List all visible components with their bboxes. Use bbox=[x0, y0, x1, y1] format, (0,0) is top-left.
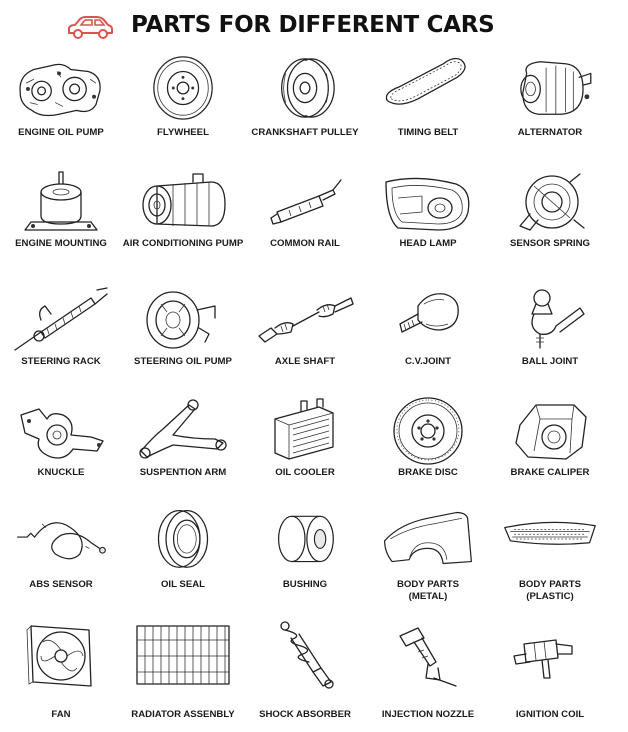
brake-disc-icon bbox=[378, 391, 478, 469]
part-label bbox=[0, 238, 122, 250]
part-label bbox=[0, 709, 122, 721]
part-label bbox=[244, 127, 366, 139]
part-label bbox=[244, 467, 366, 479]
part-name: OIL SEAL bbox=[160, 579, 206, 590]
part-name: RADIATOR ASSENBLY bbox=[131, 709, 235, 720]
cv-joint-icon bbox=[378, 282, 478, 356]
part-name: SHOCK ABSORBER bbox=[259, 709, 351, 720]
axle-shaft-icon bbox=[255, 282, 355, 356]
page-header bbox=[0, 0, 628, 56]
part-name: COMMON RAIL bbox=[270, 238, 340, 249]
part-name: BRAKE CALIPER bbox=[510, 467, 590, 478]
part-label bbox=[122, 127, 244, 139]
part-name: TIMING BELT bbox=[397, 127, 459, 138]
steering-rack-icon bbox=[11, 282, 111, 356]
part-label bbox=[367, 467, 489, 479]
crankshaft-pulley-icon bbox=[255, 54, 355, 122]
car-icon bbox=[66, 15, 114, 41]
part-name: STEERING RACK bbox=[21, 356, 101, 367]
engine-mounting-icon bbox=[11, 165, 111, 241]
part-name: ENGINE MOUNTING bbox=[15, 238, 107, 249]
part-label bbox=[122, 579, 244, 591]
timing-belt-icon bbox=[378, 54, 478, 122]
part-name: C.V.JOINT bbox=[404, 356, 452, 367]
part-name: CRANKSHAFT PULLEY bbox=[251, 127, 359, 138]
part-label bbox=[244, 238, 366, 250]
steering-oil-pump-icon bbox=[133, 282, 233, 356]
body-parts-plastic-icon bbox=[500, 505, 600, 571]
common-rail-icon bbox=[255, 165, 355, 241]
part-name: FLYWHEEL bbox=[157, 127, 209, 138]
part-name: BALL JOINT bbox=[521, 356, 579, 367]
part-label bbox=[367, 709, 489, 721]
engine-oil-pump-icon bbox=[11, 54, 111, 122]
part-label bbox=[244, 356, 366, 368]
flywheel-icon bbox=[133, 54, 233, 122]
part-name: BRAKE DISC bbox=[398, 467, 458, 478]
fan-icon bbox=[11, 614, 111, 696]
injection-nozzle-icon bbox=[378, 614, 478, 696]
head-lamp-icon bbox=[378, 165, 478, 241]
part-name: ALTERNATOR bbox=[517, 127, 583, 138]
part-subtype: (PLASTIC) bbox=[526, 591, 574, 602]
part-label bbox=[367, 579, 489, 603]
part-label bbox=[489, 127, 611, 139]
part-name: KNUCKLE bbox=[37, 467, 85, 478]
page-title: PARTS FOR DIFFERENT CARS bbox=[131, 12, 495, 38]
part-label bbox=[122, 467, 244, 479]
part-label bbox=[0, 356, 122, 368]
radiator-assembly-icon bbox=[133, 614, 233, 696]
part-name: IGNITION COIL bbox=[515, 709, 585, 720]
part-label bbox=[244, 709, 366, 721]
part-label bbox=[0, 467, 122, 479]
part-label bbox=[489, 467, 611, 479]
part-name: INJECTION NOZZLE bbox=[381, 709, 475, 720]
oil-cooler-icon bbox=[255, 391, 355, 469]
part-label bbox=[122, 356, 244, 368]
bushing-icon bbox=[255, 505, 355, 571]
ball-joint-icon bbox=[500, 282, 600, 356]
part-name: HEAD LAMP bbox=[399, 238, 457, 249]
part-label bbox=[367, 238, 489, 250]
knuckle-icon bbox=[11, 391, 111, 469]
part-label bbox=[244, 579, 366, 591]
ignition-coil-icon bbox=[500, 614, 600, 696]
part-name: ENGINE OIL PUMP bbox=[18, 127, 104, 138]
air-conditioning-pump-icon bbox=[133, 165, 233, 241]
part-label bbox=[489, 356, 611, 368]
part-name: BODY PARTS bbox=[396, 579, 459, 590]
sensor-spring-icon bbox=[500, 165, 600, 241]
part-label bbox=[367, 127, 489, 139]
alternator-icon bbox=[500, 54, 600, 122]
body-parts-metal-icon bbox=[378, 505, 478, 571]
part-name: SUSPENTION ARM bbox=[139, 467, 227, 478]
oil-seal-icon bbox=[133, 505, 233, 571]
part-label bbox=[122, 238, 244, 250]
part-name: FAN bbox=[51, 709, 71, 720]
part-label bbox=[367, 356, 489, 368]
part-name: SENSOR SPRING bbox=[510, 238, 590, 249]
part-label bbox=[489, 709, 611, 721]
part-name: OIL COOLER bbox=[275, 467, 335, 478]
part-label bbox=[0, 127, 122, 139]
abs-sensor-icon bbox=[11, 505, 111, 571]
shock-absorber-icon bbox=[255, 614, 355, 696]
part-label bbox=[122, 709, 244, 721]
part-label bbox=[0, 579, 122, 591]
part-label bbox=[489, 238, 611, 250]
part-name: STEERING OIL PUMP bbox=[134, 356, 232, 367]
part-name: BUSHING bbox=[282, 579, 328, 590]
part-subtype: (METAL) bbox=[408, 591, 448, 602]
suspension-arm-icon bbox=[133, 391, 233, 469]
brake-caliper-icon bbox=[500, 391, 600, 469]
part-name: ABS SENSOR bbox=[29, 579, 93, 590]
part-name: BODY PARTS bbox=[518, 579, 581, 590]
part-name: AIR CONDITIONING PUMP bbox=[122, 238, 244, 249]
part-name: AXLE SHAFT bbox=[274, 356, 336, 367]
part-label bbox=[489, 579, 611, 603]
